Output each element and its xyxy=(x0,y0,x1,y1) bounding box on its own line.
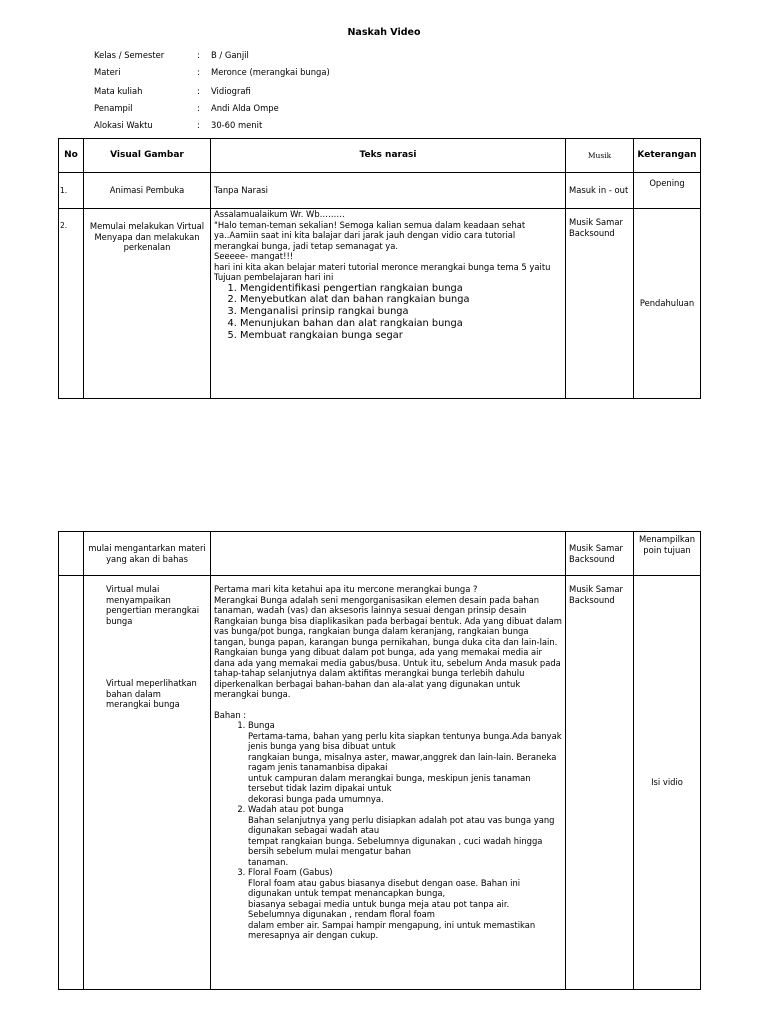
header-keterangan: Keterangan xyxy=(634,139,701,173)
meta-value: Vidiografi xyxy=(211,86,251,97)
meta-label: Mata kuliah xyxy=(94,86,143,97)
bahan-item xyxy=(248,720,562,804)
meta-label: Penampil xyxy=(94,103,133,114)
bahan-text: biasanya sebagai media untuk bunga meja atau pot tanpa air. Sebelumnya digunakan , rendam floral foam xyxy=(248,898,510,919)
meta-value: B / Ganjil xyxy=(211,50,249,61)
bahan-text: dalam ember air. Sampai hampir mengapung, ini untuk memastikan meresapnya air dengan cukup. xyxy=(248,919,536,940)
row-visual xyxy=(84,576,211,990)
table-header-row xyxy=(59,139,701,173)
document-title: Naskah Video xyxy=(347,27,421,38)
meta-value: Andi Alda Ompe xyxy=(211,103,279,114)
meta-colon: : xyxy=(197,50,200,61)
meta-row xyxy=(94,64,330,81)
row-keterangan: Pendahuluan xyxy=(634,209,701,399)
bahan-name: 2. Wadah atau pot bunga xyxy=(248,804,344,814)
narasi-line: Assalamualaikum Wr. Wb……… xyxy=(214,209,345,219)
bahan-name: 3. Floral Foam (Gabus) xyxy=(248,867,333,877)
narasi-line: Tujuan pembelajaran hari ini xyxy=(214,272,334,282)
row-no: 2. xyxy=(59,209,84,399)
table-row xyxy=(59,173,701,209)
row-narasi xyxy=(211,576,566,990)
row-visual: Animasi Pembuka xyxy=(84,173,211,209)
narasi-line: Pertama mari kita ketahui apa itu mercone merangkai bunga ? xyxy=(214,584,478,594)
row-musik: Musik Samar Backsound xyxy=(566,576,634,990)
visual-text: Virtual meperlihatkan bahan dalam merangkai bunga xyxy=(106,678,197,709)
meta-colon: : xyxy=(197,103,200,114)
row-visual: mulai mengantarkan materi yang akan di bahas xyxy=(84,532,211,576)
header-no: No xyxy=(59,139,84,173)
row-visual: Memulai melakukan Virtual Menyapa dan melakukan perkenalan xyxy=(84,209,211,399)
narasi-line: Merangkai Bunga adalah seni mengorganisasikan elemen desain pada bahan tanaman, wadah (vas) dan aksesoris lainnya sesuai dengan prinsip desain xyxy=(214,594,540,615)
bahan-list xyxy=(214,720,562,941)
row-no: 1. xyxy=(59,173,84,209)
bahan-name: 1. Bunga xyxy=(248,720,275,730)
header-visual: Visual Gambar xyxy=(84,139,211,173)
meta-label: Kelas / Semester xyxy=(94,50,165,61)
row-keterangan: Opening xyxy=(634,173,701,209)
script-table-page1 xyxy=(58,138,701,399)
narasi-line: "Halo teman-teman sekalian! Semoga kalian semua dalam keadaan sehat ya..Aamiin saat ini kita balajar dari jarak jauh dengan vidio cara tutorial merangkai bunga, jadi tetap semanagat ya. xyxy=(214,219,526,251)
narasi-line: Rangkaian bunga bisa diaplikasikan pada berbagai bentuk. Ada yang dibuat dalam vas bunga/pot bunga, rangkaian bunga dalam keranjang, rangkaian bunga tangan, bunga papan, karangan bunga pernikahan, bunga duka cita dan lain-lain. Rangkaian bunga yang dibuat dalam pot bunga, ada yang memakai media air dana ada yang memakai media gabus/busa. Untuk itu, sebelum Anda masuk pada tahap-tahap selanjutnya dalam aktifitas merangkai bunga terlebih dahulu diperkenalkan berbagai bahan-bahan dan ala-alat yang digunakan untuk merangkai bunga. xyxy=(214,615,562,699)
tujuan-list xyxy=(214,283,562,342)
narasi-line: hari ini kita akan belajar materi tutorial meronce merangkai bunga tema 5 yaitu xyxy=(214,261,551,272)
meta-colon: : xyxy=(197,67,200,78)
row-musik: Musik Samar Backsound xyxy=(566,532,634,576)
bahan-item xyxy=(248,867,562,941)
meta-row xyxy=(94,83,330,100)
metadata-block xyxy=(94,47,330,134)
tujuan-item: 4. Menunjukan bahan dan alat rangkaian bunga xyxy=(240,318,562,330)
bahan-text: untuk campuran dalam merangkai bunga, meskipun jenis tanaman tersebut tidak lazim dipakai untuk xyxy=(248,772,531,793)
visual-text: Virtual mulai menyampaikan pengertian merangkai bunga xyxy=(106,584,200,626)
header-musik: Musik xyxy=(566,139,634,173)
meta-value: Meronce (merangkai bunga) xyxy=(211,67,330,78)
row-narasi: Tanpa Narasi xyxy=(211,173,566,209)
row-narasi xyxy=(211,532,566,576)
meta-colon: : xyxy=(197,120,200,131)
bahan-text: dekorasi bunga pada umumnya. xyxy=(248,793,384,804)
narasi-line: Seeeee- mangat!!! xyxy=(214,251,294,261)
tujuan-item: 3. Menganalisi prinsip rangkai bunga xyxy=(240,306,562,318)
row-musik: Masuk in - out xyxy=(566,173,634,209)
bahan-text: rangkaian bunga, misalnya aster, mawar,anggrek dan lain-lain. Beraneka ragam jenis tanamanbisa dipakai xyxy=(248,751,557,772)
row-no xyxy=(59,576,84,990)
bahan-item xyxy=(248,804,562,867)
table-row xyxy=(59,209,701,399)
meta-label: Materi xyxy=(94,67,121,78)
table-row xyxy=(59,532,701,576)
bahan-text: Pertama-tama, bahan yang perlu kita siapkan tentunya bunga.Ada banyak jenis bunga yang bisa dibuat untuk xyxy=(248,730,562,751)
meta-value: 30-60 menit xyxy=(211,120,263,131)
row-musik: Musik Samar Backsound xyxy=(566,209,634,399)
meta-label: Alokasi Waktu xyxy=(94,120,153,131)
row-narasi xyxy=(211,209,566,399)
header-narasi: Teks narasi xyxy=(211,139,566,173)
meta-colon: : xyxy=(197,86,200,97)
bahan-text: tanaman. xyxy=(248,856,289,867)
bahan-text: Floral foam atau gabus biasanya disebut dengan oase. Bahan ini digunakan untuk tempat menancapkan bunga, xyxy=(248,877,521,898)
table-row xyxy=(59,576,701,990)
row-no xyxy=(59,532,84,576)
meta-row xyxy=(94,100,330,117)
tujuan-item: 1. Mengidentifikasi pengertian rangkaian bunga xyxy=(240,283,562,295)
tujuan-item: 2. Menyebutkan alat dan bahan rangkaian bunga xyxy=(240,294,562,306)
bahan-label: Bahan : xyxy=(214,709,247,720)
tujuan-item: 5. Membuat rangkaian bunga segar xyxy=(240,330,562,342)
meta-row xyxy=(94,47,330,64)
bahan-text: tempat rangkaian bunga. Sebelumnya digunakan , cuci wadah hingga bersih sebelum mulai mengatur bahan xyxy=(248,835,543,856)
meta-row xyxy=(94,117,330,134)
bahan-text: Bahan selanjutnya yang perlu disiapkan adalah pot atau vas bunga yang digunakan sebagai wadah atau xyxy=(248,814,555,835)
script-table-page2 xyxy=(58,531,701,990)
row-keterangan: Menampilkan poin tujuan xyxy=(634,532,701,576)
row-keterangan: Isi vidio xyxy=(634,576,701,990)
